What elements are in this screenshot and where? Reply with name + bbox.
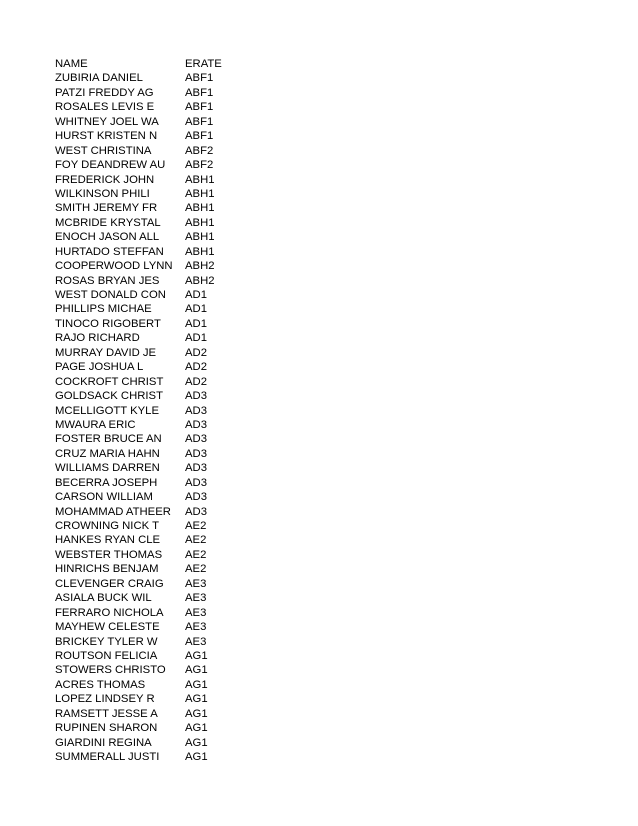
cell-erate: AD1 bbox=[185, 332, 207, 345]
table-row bbox=[55, 375, 255, 389]
table-row bbox=[55, 302, 255, 316]
cell-name: COCKROFT CHRIST bbox=[55, 375, 164, 388]
table-row bbox=[55, 548, 255, 562]
cell-name: HURST KRISTEN N bbox=[55, 130, 158, 143]
table-row bbox=[55, 635, 255, 649]
cell-erate: AE3 bbox=[185, 621, 207, 634]
cell-erate: ABH2 bbox=[185, 274, 215, 287]
table-row bbox=[55, 721, 255, 735]
table-header bbox=[55, 57, 255, 71]
table-row bbox=[55, 216, 255, 230]
cell-erate: AD1 bbox=[185, 317, 207, 330]
cell-erate: AD1 bbox=[185, 303, 207, 316]
cell-name: GIARDINI REGINA bbox=[55, 736, 152, 749]
cell-erate: AD3 bbox=[185, 505, 207, 518]
cell-erate: ABH1 bbox=[185, 216, 215, 229]
cell-name: SUMMERALL JUSTI bbox=[55, 751, 160, 763]
cell-name: PATZI FREDDY AG bbox=[55, 86, 154, 99]
cell-erate: AE3 bbox=[185, 577, 207, 590]
cell-name: FREDERICK JOHN bbox=[55, 173, 155, 186]
table-row bbox=[55, 505, 255, 519]
cell-erate: ABH1 bbox=[185, 187, 215, 200]
cell-name: STOWERS CHRISTO bbox=[55, 664, 166, 677]
cell-erate: AG1 bbox=[185, 722, 208, 735]
cell-erate: ABF1 bbox=[185, 86, 214, 99]
cell-erate: AD2 bbox=[185, 361, 207, 374]
cell-name: HURTADO STEFFAN bbox=[55, 245, 164, 258]
cell-erate: AE2 bbox=[185, 548, 207, 561]
cell-erate: ABF2 bbox=[185, 144, 214, 157]
cell-name: WEST DONALD CON bbox=[55, 289, 166, 301]
cell-erate: AG1 bbox=[185, 736, 208, 749]
cell-name: WILLIAMS DARREN bbox=[55, 462, 160, 475]
cell-name: BECERRA JOSEPH bbox=[55, 476, 158, 489]
cell-erate: AD3 bbox=[185, 462, 207, 475]
table-row bbox=[55, 230, 255, 244]
cell-name: PHILLIPS MICHAE bbox=[55, 303, 152, 316]
cell-name: WEBSTER THOMAS bbox=[55, 548, 163, 561]
cell-erate: ABH1 bbox=[185, 245, 215, 258]
cell-erate: AE2 bbox=[185, 534, 207, 547]
cell-erate: AD2 bbox=[185, 375, 207, 388]
table-row bbox=[55, 418, 255, 432]
table-row bbox=[55, 187, 255, 201]
cell-name: MOHAMMAD ATHEER bbox=[55, 505, 171, 518]
cell-name: MURRAY DAVID JE bbox=[55, 346, 157, 359]
cell-name: RAJO RICHARD bbox=[55, 332, 140, 345]
cell-name: WHITNEY JOEL WA bbox=[55, 115, 159, 128]
cell-name: ROSALES LEVIS E bbox=[55, 101, 155, 114]
cell-name: COOPERWOOD LYNN bbox=[55, 260, 173, 273]
table-row bbox=[55, 404, 255, 418]
cell-name: FERRARO NICHOLA bbox=[55, 606, 164, 619]
table-row bbox=[55, 692, 255, 706]
cell-name: PAGE JOSHUA L bbox=[55, 361, 144, 374]
cell-erate: AD1 bbox=[185, 289, 207, 301]
table-row bbox=[55, 274, 255, 288]
table-row bbox=[55, 317, 255, 331]
table-row bbox=[55, 490, 255, 504]
cell-name: ZUBIRIA DANIEL bbox=[55, 72, 143, 85]
table-row bbox=[55, 129, 255, 143]
cell-erate: AD3 bbox=[185, 447, 207, 460]
header-name: NAME bbox=[55, 58, 88, 70]
cell-name: HANKES RYAN CLE bbox=[55, 534, 161, 547]
table-row bbox=[55, 707, 255, 721]
cell-erate: AD3 bbox=[185, 404, 207, 417]
table-body bbox=[55, 71, 255, 764]
table-row bbox=[55, 100, 255, 114]
table-row bbox=[55, 750, 255, 764]
table-row bbox=[55, 736, 255, 750]
cell-name: FOSTER BRUCE AN bbox=[55, 433, 162, 446]
table-row bbox=[55, 461, 255, 475]
personnel-table bbox=[55, 57, 255, 764]
cell-name: ROSAS BRYAN JES bbox=[55, 274, 160, 287]
table-row bbox=[55, 173, 255, 187]
cell-erate: AD3 bbox=[185, 476, 207, 489]
cell-name: ASIALA BUCK WIL bbox=[55, 592, 152, 605]
table-row bbox=[55, 144, 255, 158]
cell-erate: ABH1 bbox=[185, 202, 215, 215]
cell-erate: AE3 bbox=[185, 635, 207, 648]
cell-name: CRUZ MARIA HAHN bbox=[55, 447, 160, 460]
cell-erate: AD3 bbox=[185, 491, 207, 504]
table-row bbox=[55, 533, 255, 547]
table-row bbox=[55, 663, 255, 677]
cell-name: CROWNING NICK T bbox=[55, 520, 159, 532]
cell-name: FOY DEANDREW AU bbox=[55, 159, 166, 172]
table-row bbox=[55, 606, 255, 620]
cell-erate: AG1 bbox=[185, 678, 208, 691]
cell-erate: AE3 bbox=[185, 592, 207, 605]
table-row bbox=[55, 678, 255, 692]
cell-name: RUPINEN SHARON bbox=[55, 722, 158, 735]
cell-name: ACRES THOMAS bbox=[55, 678, 146, 691]
cell-erate: ABH1 bbox=[185, 231, 215, 244]
cell-name: MAYHEW CELESTE bbox=[55, 621, 160, 634]
table-row bbox=[55, 259, 255, 273]
cell-name: MCELLIGOTT KYLE bbox=[55, 404, 160, 417]
cell-erate: ABF1 bbox=[185, 101, 214, 114]
table-row bbox=[55, 115, 255, 129]
cell-erate: AD3 bbox=[185, 390, 207, 403]
cell-name: TINOCO RIGOBERT bbox=[55, 317, 161, 330]
cell-erate: ABF1 bbox=[185, 115, 214, 128]
cell-erate: AG1 bbox=[185, 649, 208, 662]
cell-name: HINRICHS BENJAM bbox=[55, 563, 159, 576]
cell-erate: AD2 bbox=[185, 346, 207, 359]
cell-erate: AG1 bbox=[185, 707, 208, 720]
cell-name: CARSON WILLIAM bbox=[55, 491, 153, 504]
table-row bbox=[55, 201, 255, 215]
table-row bbox=[55, 577, 255, 591]
cell-name: SMITH JEREMY FR bbox=[55, 202, 158, 215]
table-row bbox=[55, 591, 255, 605]
table-row bbox=[55, 331, 255, 345]
table-row bbox=[55, 620, 255, 634]
table-row bbox=[55, 86, 255, 100]
cell-erate: AD3 bbox=[185, 433, 207, 446]
cell-name: CLEVENGER CRAIG bbox=[55, 577, 164, 590]
table-row bbox=[55, 476, 255, 490]
cell-name: ENOCH JASON ALL bbox=[55, 231, 160, 244]
table-row bbox=[55, 562, 255, 576]
cell-erate: AD3 bbox=[185, 418, 207, 431]
cell-name: MWAURA ERIC bbox=[55, 418, 136, 431]
cell-name: WILKINSON PHILI bbox=[55, 187, 150, 200]
table-row bbox=[55, 245, 255, 259]
table-row bbox=[55, 649, 255, 663]
cell-name: WEST CHRISTINA bbox=[55, 144, 152, 157]
cell-name: LOPEZ LINDSEY R bbox=[55, 693, 155, 706]
cell-erate: ABF1 bbox=[185, 130, 214, 143]
table-row bbox=[55, 288, 255, 302]
cell-erate: AG1 bbox=[185, 664, 208, 677]
cell-erate: ABH2 bbox=[185, 260, 215, 273]
cell-name: BRICKEY TYLER W bbox=[55, 635, 158, 648]
cell-name: RAMSETT JESSE A bbox=[55, 707, 158, 720]
cell-erate: AE3 bbox=[185, 606, 207, 619]
cell-erate: ABF2 bbox=[185, 159, 214, 172]
table-row bbox=[55, 447, 255, 461]
table-row bbox=[55, 360, 255, 374]
cell-erate: AE2 bbox=[185, 563, 207, 576]
cell-erate: ABF1 bbox=[185, 72, 214, 85]
cell-erate: ABH1 bbox=[185, 173, 215, 186]
header-erate: ERATE bbox=[185, 58, 222, 70]
table-row bbox=[55, 346, 255, 360]
cell-name: ROUTSON FELICIA bbox=[55, 649, 158, 662]
cell-erate: AG1 bbox=[185, 693, 208, 706]
table-row bbox=[55, 158, 255, 172]
table-row bbox=[55, 519, 255, 533]
cell-name: MCBRIDE KRYSTAL bbox=[55, 216, 161, 229]
table-row bbox=[55, 71, 255, 85]
cell-erate: AG1 bbox=[185, 751, 208, 763]
table-row bbox=[55, 389, 255, 403]
table-row bbox=[55, 432, 255, 446]
cell-erate: AE2 bbox=[185, 520, 207, 532]
cell-name: GOLDSACK CHRIST bbox=[55, 390, 163, 403]
